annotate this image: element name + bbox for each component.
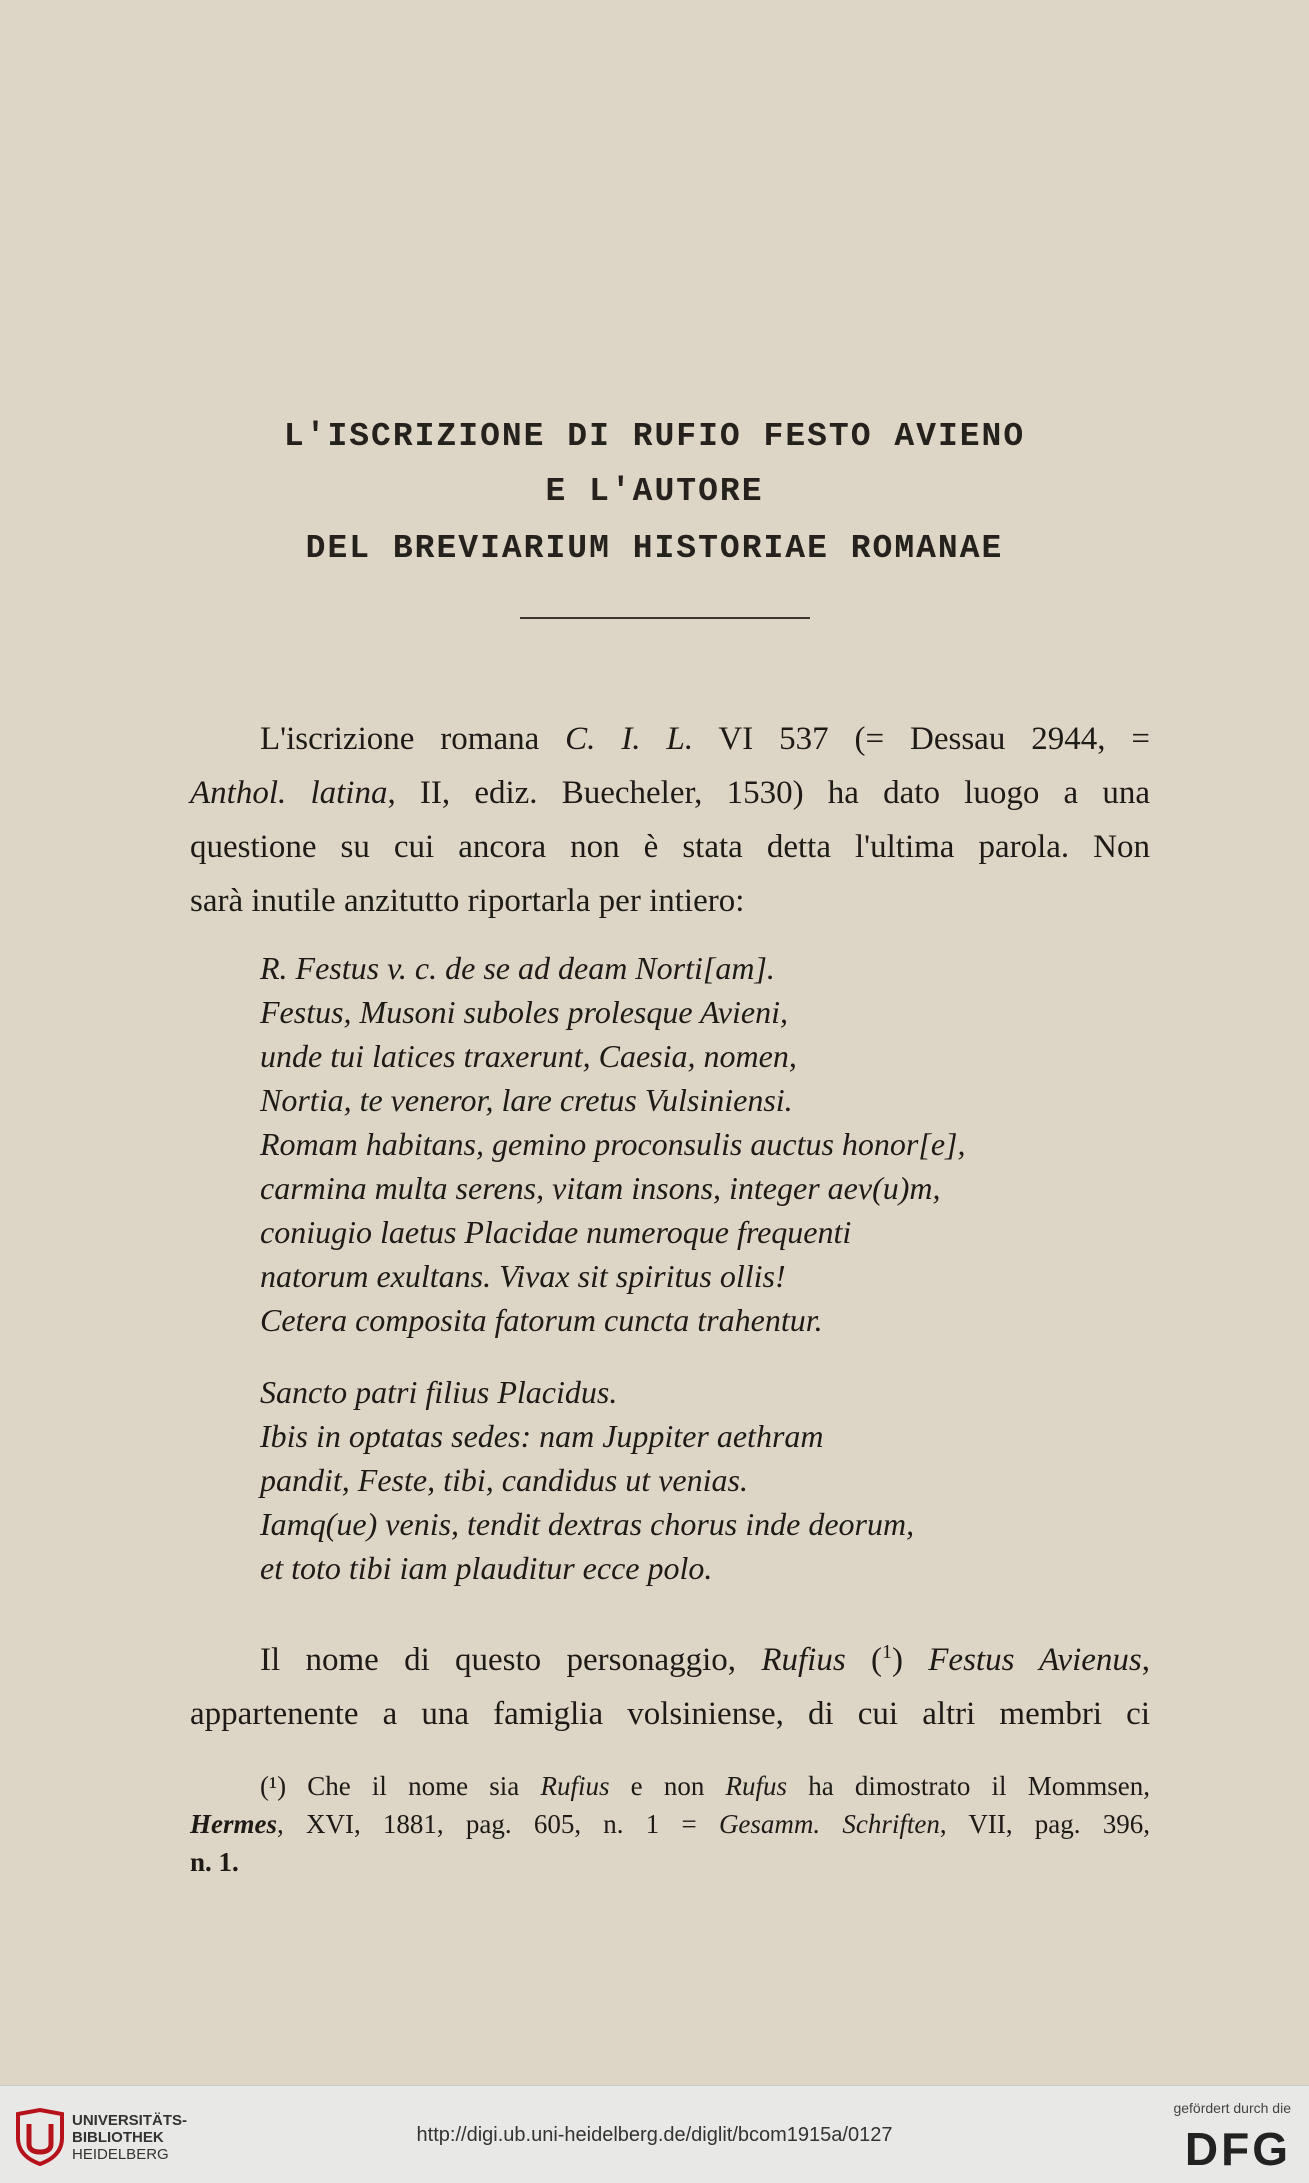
inscription-verse-block [260, 946, 1160, 1342]
viewer-footer [0, 2085, 1309, 2183]
verse-line: natorum exultans. Vivax sit spiritus ollis! [260, 1258, 786, 1294]
verse-line: coniugio laetus Placidae numeroque frequenti [260, 1214, 852, 1250]
dfg-logo[interactable]: DFG [1184, 2123, 1291, 2175]
verse-line: carmina multa serens, vitam insons, integer aev(u)m, [260, 1170, 941, 1206]
intro-line-1: L'iscrizione romana C. I. L. VI 537 (= Dessau 2944, = [260, 721, 1151, 757]
footnote [190, 1767, 1150, 1881]
verse-line: Sancto patri filius Placidus. [260, 1374, 618, 1410]
dfg-funding-label: gefördert durch die [1173, 2100, 1291, 2116]
verse-line: unde tui latices traxerunt, Caesia, nomen, [260, 1038, 797, 1074]
intro-line-4: sarà inutile anzitutto riportarla per intiero: [190, 883, 745, 919]
title-line-2: E L'AUTORE [545, 473, 764, 510]
title-divider [520, 617, 810, 619]
para2-line-2: appartenente a una famiglia volsiniense, di cui altri membri ci [190, 1696, 1150, 1732]
verse-line: Cetera composita fatorum cuncta trahentur. [260, 1302, 823, 1338]
footnote-line-1: (¹) Che il nome sia Rufius e non Rufus ha dimostrato il Mommsen, [260, 1771, 1150, 1801]
second-paragraph [190, 1625, 1150, 1741]
footnote-line-2: Hermes, XVI, 1881, pag. 605, n. 1 = Gesamm. Schriften, VII, pag. 396, [190, 1809, 1151, 1839]
verse-line: Iamq(ue) venis, tendit dextras chorus inde deorum, [260, 1506, 915, 1542]
verse-line: Festus, Musoni suboles prolesque Avieni, [260, 994, 788, 1030]
verse-line: Nortia, te veneror, lare cretus Vulsiniensi. [260, 1082, 793, 1118]
verse-line: Ibis in optatas sedes: nam Juppiter aethram [260, 1418, 824, 1454]
permalink-url[interactable]: http://digi.ub.uni-heidelberg.de/diglit/bcom1915a/0127 [416, 2124, 893, 2146]
intro-line-3: questione su cui ancora non è stata detta l'ultima parola. Non [190, 829, 1150, 865]
intro-paragraph [190, 712, 1150, 928]
verse-line: pandit, Feste, tibi, candidus ut venias. [260, 1462, 748, 1498]
verse-line: R. Festus v. c. de se ad deam Norti[am]. [260, 950, 775, 986]
intro-line-2: Anthol. latina, II, ediz. Buecheler, 1530) ha dato luogo a una [190, 775, 1151, 811]
verse-line: Romam habitans, gemino proconsulis auctus honor[e], [260, 1126, 966, 1162]
para2-line-1: Il nome di questo personaggio, Rufius ($^1$) Festus Avienus, [260, 1641, 1151, 1678]
footnote-line-3: n. 1. [190, 1847, 239, 1877]
title-line-3: DEL BREVIARIUM HISTORIAE ROMANAE [305, 530, 1004, 567]
ub-heidelberg-logo-text: UNIVERSITÄTS- BIBLIOTHEK HEIDELBERG [72, 2112, 188, 2163]
title-line-1: L'ISCRIZIONE DI RUFIO FESTO AVIENO [283, 418, 1026, 455]
verse-line: et toto tibi iam plauditur ecce polo. [260, 1550, 713, 1586]
dedication-verse-block [260, 1370, 1160, 1590]
